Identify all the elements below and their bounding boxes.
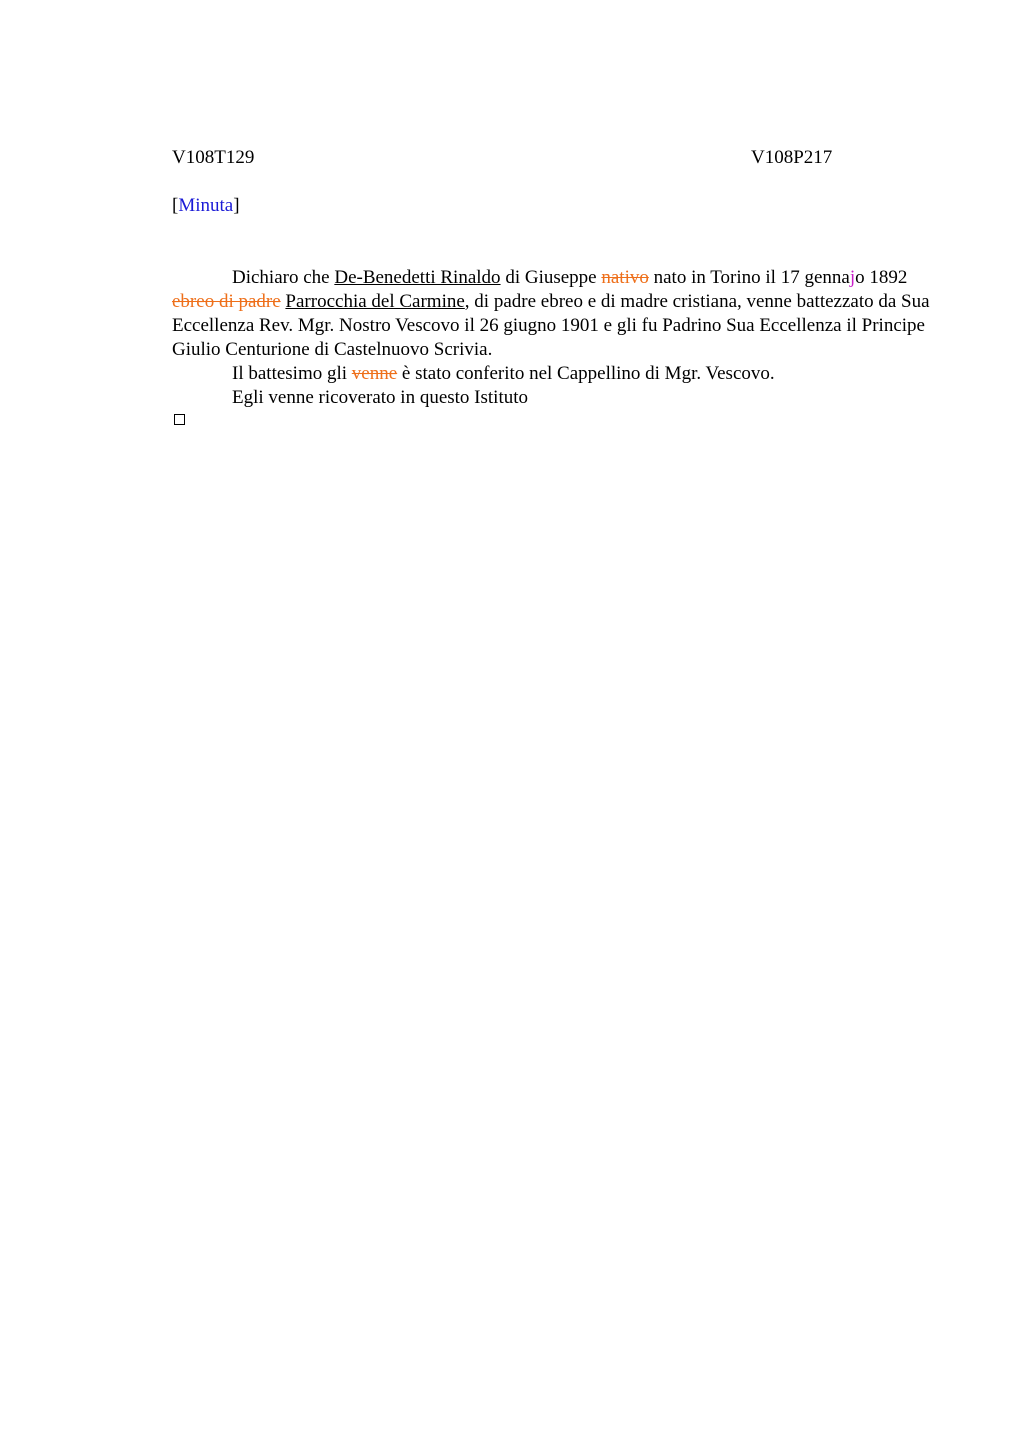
struck-phrase-ebreo-di-padre: ebreo di padre (172, 291, 281, 312)
struck-word-venne: venne (351, 363, 398, 384)
para1-text-3: nato in Torino il 17 genna (648, 267, 850, 288)
label-bracket-close: ] (233, 195, 240, 216)
para1-text-1: Dichiaro che (232, 267, 335, 288)
inserted-letter: j (849, 267, 856, 288)
para2-text-1: Il battesimo gli (232, 363, 352, 384)
end-marker-row (172, 410, 932, 434)
person-name: De-Benedetti Rinaldo (334, 267, 501, 288)
paragraph-declaration (172, 266, 932, 362)
para1-text-6: , di padre ebreo e di madre cristiana, venne battezzato da Sua Eccellenza Rev. Mgr. Nostro Vescovo il 26 giugno 1901 e gli fu Padrino Sua Eccellenza il Principe Giulio Centurione di Castelnuovo Scrivia. (172, 291, 930, 360)
document-body (172, 266, 932, 434)
parish-name: Parrocchia del Carmine (285, 291, 465, 312)
para1-text-4: o 1892 (855, 267, 908, 288)
label-bracket-open: [ (172, 195, 179, 216)
document-header (172, 146, 932, 170)
label-text: Minuta (178, 195, 234, 216)
document-label (172, 194, 932, 218)
square-box-icon (174, 414, 185, 425)
struck-word-nativo: nativo (601, 267, 649, 288)
paragraph-institute (172, 386, 932, 410)
document-page (172, 146, 932, 434)
para1-text-2: di Giuseppe (500, 267, 602, 288)
document-code-left: V108T129 (172, 147, 255, 168)
para3-text-1: Egli venne ricoverato in questo Istituto (232, 387, 529, 408)
para2-text-2: è stato conferito nel Cappellino di Mgr. Vescovo. (397, 363, 775, 384)
paragraph-baptism (172, 362, 932, 386)
document-code-right: V108P217 (751, 147, 833, 168)
